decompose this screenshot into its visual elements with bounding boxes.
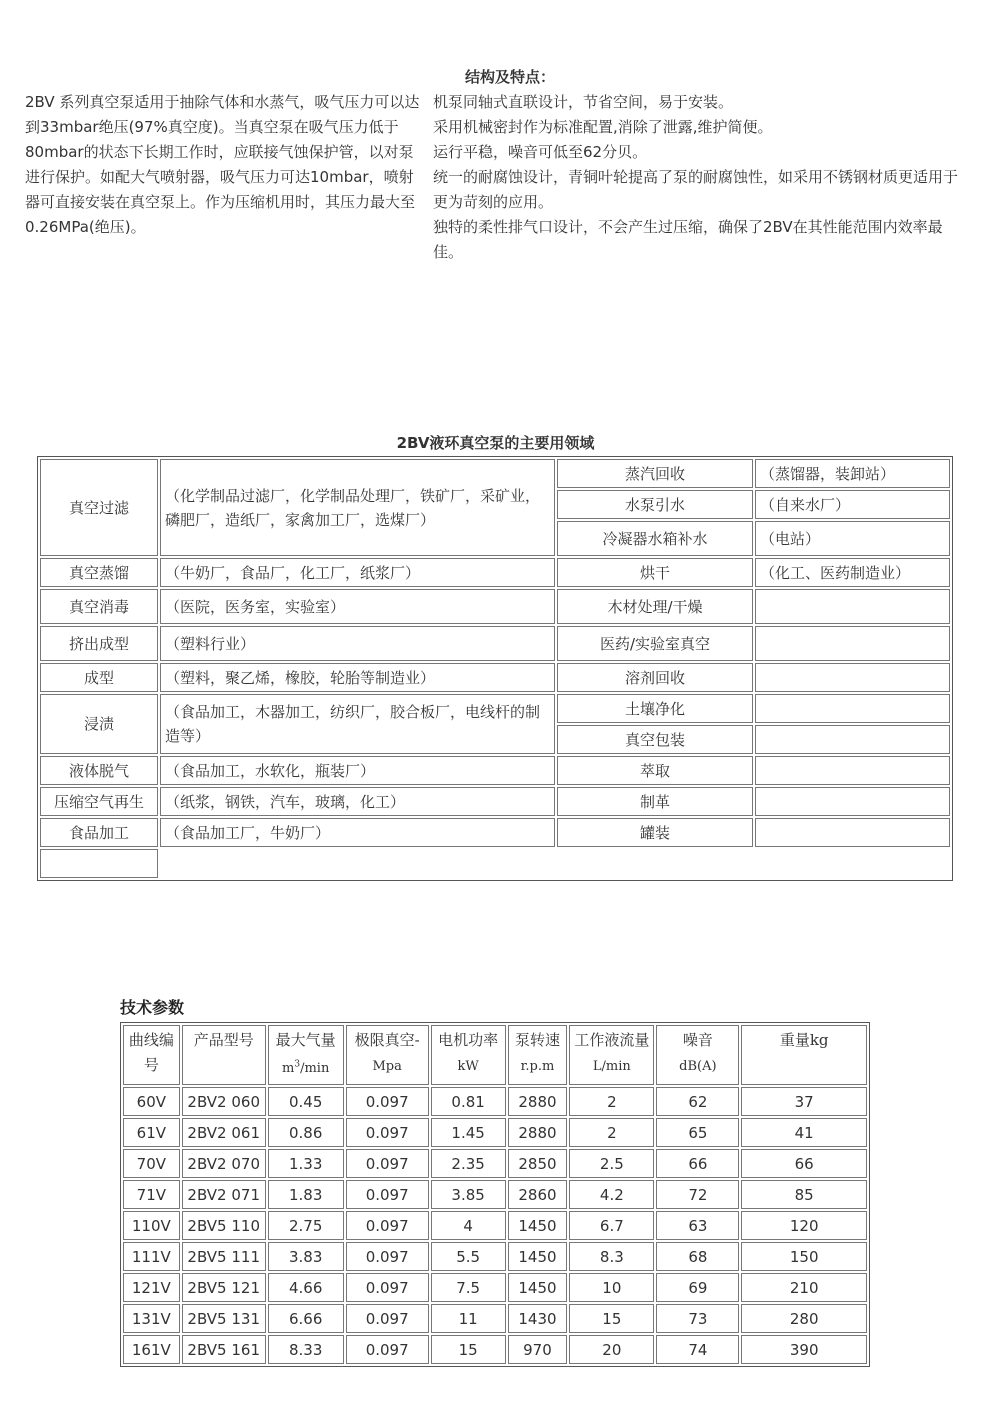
features-section xyxy=(433,65,958,265)
app-desc xyxy=(755,756,950,785)
header-line: 最大气量 xyxy=(275,1031,336,1049)
col-header-model xyxy=(182,1025,266,1085)
app-name: 液体脱气 xyxy=(40,756,158,785)
table-cell: 1430 xyxy=(508,1304,568,1333)
app-name: 萃取 xyxy=(557,756,753,785)
table-cell: 0.86 xyxy=(268,1118,344,1147)
col-header-power xyxy=(431,1025,506,1085)
table-cell: 0.097 xyxy=(346,1304,429,1333)
table-cell: 2BV5 131 xyxy=(182,1304,266,1333)
col-header-speed xyxy=(508,1025,568,1085)
table-cell: 60V xyxy=(123,1087,180,1116)
table-cell: 0.097 xyxy=(346,1180,429,1209)
table-cell: 0.097 xyxy=(346,1335,429,1364)
table-row xyxy=(123,1335,867,1364)
app-desc: （塑料行业） xyxy=(160,626,555,661)
table-header-row xyxy=(123,1025,867,1085)
applications-title: 2BV液环真空泵的主要用领域 xyxy=(396,434,595,452)
table-cell: 2BV5 110 xyxy=(182,1211,266,1240)
table-cell: 41 xyxy=(741,1118,867,1147)
col-header-weight xyxy=(741,1025,867,1085)
table-cell: 8.3 xyxy=(569,1242,654,1271)
app-name: 挤出成型 xyxy=(40,626,158,661)
app-name: 烘干 xyxy=(557,558,753,587)
app-name: 真空包装 xyxy=(557,725,753,754)
app-name: 成型 xyxy=(40,663,158,692)
table-cell: 61V xyxy=(123,1118,180,1147)
table-cell: 2BV2 061 xyxy=(182,1118,266,1147)
table-cell: 390 xyxy=(741,1335,867,1364)
table-cell: 85 xyxy=(741,1180,867,1209)
intro-paragraph: 2BV 系列真空泵适用于抽除气体和水蒸气，吸气压力可以达到33mbar绝压(97%真空度)。当真空泵在吸气压力低于80mbar的状态下长期工作时，应联接气蚀保护管，以对泵进行保护。如配大气喷射器，吸气压力可达10mbar，喷射器可直接安装在真空泵上。作为压缩机用时，其压力最大至0.26MPa(绝压)。 xyxy=(25,93,420,236)
feature-item: 机泵同轴式直联设计，节省空间，易于安装。 xyxy=(433,93,734,111)
table-cell: 66 xyxy=(741,1149,867,1178)
app-name: 罐装 xyxy=(557,818,753,847)
app-name: 真空消毒 xyxy=(40,589,158,624)
table-row xyxy=(123,1304,867,1333)
table-row xyxy=(40,459,950,488)
table-row xyxy=(123,1180,867,1209)
table-row xyxy=(123,1149,867,1178)
table-cell: 150 xyxy=(741,1242,867,1271)
table-cell: 2BV2 060 xyxy=(182,1087,266,1116)
header-line: 噪音 xyxy=(682,1031,713,1049)
table-cell: 15 xyxy=(569,1304,654,1333)
table-row xyxy=(40,694,950,723)
app-name: 水泵引水 xyxy=(557,490,753,519)
table-row xyxy=(123,1118,867,1147)
app-desc: （化工、医药制造业） xyxy=(755,558,950,587)
table-cell: 0.097 xyxy=(346,1242,429,1271)
app-name: 浸渍 xyxy=(40,694,158,754)
app-desc: （自来水厂） xyxy=(755,490,950,519)
table-cell: 2 xyxy=(569,1118,654,1147)
app-desc: （蒸馏器，装卸站） xyxy=(755,459,950,488)
table-cell: 1.33 xyxy=(268,1149,344,1178)
header-line: 号 xyxy=(143,1056,159,1074)
table-cell: 2860 xyxy=(508,1180,568,1209)
header-line: 极限真空- xyxy=(354,1031,420,1049)
table-cell: 4.66 xyxy=(268,1273,344,1302)
table-cell: 970 xyxy=(508,1335,568,1364)
feature-item: 运行平稳，噪音可低至62分贝。 xyxy=(433,143,648,161)
table-row xyxy=(40,818,950,847)
header-line: 工作液流量 xyxy=(574,1031,650,1049)
header-line: 重量kg xyxy=(779,1031,829,1049)
table-cell: 4 xyxy=(431,1211,506,1240)
app-name: 真空蒸馏 xyxy=(40,558,158,587)
header-unit: Mpa xyxy=(372,1059,402,1074)
table-cell: 5.5 xyxy=(431,1242,506,1271)
header-unit: /min xyxy=(300,1061,330,1077)
table-row xyxy=(123,1273,867,1302)
table-cell: 2BV5 161 xyxy=(182,1335,266,1364)
table-row xyxy=(40,849,950,878)
table-cell: 2BV5 121 xyxy=(182,1273,266,1302)
table-cell: 69 xyxy=(656,1273,739,1302)
table-cell: 6.7 xyxy=(569,1211,654,1240)
col-header-liquid-flow xyxy=(569,1025,654,1085)
app-desc: （化学制品过滤厂，化学制品处理厂，铁矿厂，采矿业，磷肥厂，造纸厂，家禽加工厂，选煤厂） xyxy=(160,459,555,556)
app-desc xyxy=(755,725,950,754)
table-cell: 70V xyxy=(123,1149,180,1178)
table-cell: 71V xyxy=(123,1180,180,1209)
table-cell: 3.83 xyxy=(268,1242,344,1271)
table-row xyxy=(123,1211,867,1240)
intro-description xyxy=(25,90,427,240)
header-unit: L/min xyxy=(592,1059,631,1074)
app-desc: （食品加工，木器加工，纺织厂，胶合板厂，电线杆的制造等） xyxy=(160,694,555,754)
table-cell: 10 xyxy=(569,1273,654,1302)
table-cell: 2880 xyxy=(508,1087,568,1116)
table-cell: 6.66 xyxy=(268,1304,344,1333)
specs-table xyxy=(120,1022,870,1367)
app-desc: （牛奶厂，食品厂，化工厂，纸浆厂） xyxy=(160,558,555,587)
app-name: 溶剂回收 xyxy=(557,663,753,692)
table-cell: 2.75 xyxy=(268,1211,344,1240)
app-name: 医药/实验室真空 xyxy=(557,626,753,661)
col-header-noise xyxy=(656,1025,739,1085)
header-unit: kW xyxy=(457,1059,479,1074)
table-cell: 0.097 xyxy=(346,1149,429,1178)
app-desc: （食品加工厂，牛奶厂） xyxy=(160,818,555,847)
app-desc xyxy=(755,694,950,723)
table-cell: 0.097 xyxy=(346,1118,429,1147)
table-cell: 2850 xyxy=(508,1149,568,1178)
table-cell: 11 xyxy=(431,1304,506,1333)
table-cell: 8.33 xyxy=(268,1335,344,1364)
header-unit: dB(A) xyxy=(679,1059,717,1074)
table-row xyxy=(40,626,950,661)
table-cell: 66 xyxy=(656,1149,739,1178)
app-name: 冷凝器水箱补水 xyxy=(557,521,753,556)
header-unit-sup: 3 xyxy=(294,1060,301,1070)
table-cell: 280 xyxy=(741,1304,867,1333)
app-desc xyxy=(755,818,950,847)
table-cell: 62 xyxy=(656,1087,739,1116)
table-cell: 2.5 xyxy=(569,1149,654,1178)
specs-body xyxy=(123,1087,867,1364)
app-desc: （医院，医务室，实验室） xyxy=(160,589,555,624)
table-cell: 2.35 xyxy=(431,1149,506,1178)
app-desc: （塑料，聚乙烯，橡胶，轮胎等制造业） xyxy=(160,663,555,692)
table-row xyxy=(123,1242,867,1271)
table-cell: 7.5 xyxy=(431,1273,506,1302)
app-desc xyxy=(755,787,950,816)
table-cell: 2880 xyxy=(508,1118,568,1147)
col-header-curve xyxy=(123,1025,180,1085)
applications-table xyxy=(37,456,953,881)
table-cell: 74 xyxy=(656,1335,739,1364)
app-name: 土壤净化 xyxy=(557,694,753,723)
app-desc xyxy=(755,589,950,624)
table-cell: 20 xyxy=(569,1335,654,1364)
table-cell: 111V xyxy=(123,1242,180,1271)
header-unit: r.p.m xyxy=(520,1059,555,1074)
table-cell: 68 xyxy=(656,1242,739,1271)
app-desc: （电站） xyxy=(755,521,950,556)
table-cell: 120 xyxy=(741,1211,867,1240)
table-cell: 0.097 xyxy=(346,1273,429,1302)
table-cell: 121V xyxy=(123,1273,180,1302)
empty-space xyxy=(160,849,950,878)
header-unit: m xyxy=(282,1061,295,1077)
table-cell: 72 xyxy=(656,1180,739,1209)
table-cell: 4.2 xyxy=(569,1180,654,1209)
header-line: 产品型号 xyxy=(193,1031,254,1049)
table-cell: 131V xyxy=(123,1304,180,1333)
table-row xyxy=(40,663,950,692)
table-row xyxy=(40,589,950,624)
table-row xyxy=(40,756,950,785)
table-cell: 37 xyxy=(741,1087,867,1116)
table-cell: 63 xyxy=(656,1211,739,1240)
table-cell: 1.45 xyxy=(431,1118,506,1147)
app-desc xyxy=(755,626,950,661)
table-cell: 2BV2 071 xyxy=(182,1180,266,1209)
feature-item: 独特的柔性排气口设计，不会产生过压缩，确保了2BV在其性能范围内效率最佳。 xyxy=(433,218,943,261)
table-row xyxy=(40,558,950,587)
table-cell: 1450 xyxy=(508,1242,568,1271)
app-name: 食品加工 xyxy=(40,818,158,847)
header-line: 曲线编 xyxy=(128,1031,174,1049)
table-row xyxy=(40,787,950,816)
header-line: 泵转速 xyxy=(514,1031,560,1049)
specs-title: 技术参数 xyxy=(120,998,185,1017)
table-row xyxy=(123,1087,867,1116)
col-header-max-flow xyxy=(268,1025,344,1085)
table-cell: 1450 xyxy=(508,1273,568,1302)
empty-cell xyxy=(40,849,158,878)
table-cell: 110V xyxy=(123,1211,180,1240)
table-cell: 161V xyxy=(123,1335,180,1364)
header-line: 电机功率 xyxy=(438,1031,499,1049)
app-desc: （纸浆，钢铁，汽车，玻璃，化工） xyxy=(160,787,555,816)
app-name: 木材处理/干燥 xyxy=(557,589,753,624)
table-cell: 0.097 xyxy=(346,1087,429,1116)
table-cell: 2 xyxy=(569,1087,654,1116)
app-desc: （食品加工，水软化，瓶装厂） xyxy=(160,756,555,785)
table-cell: 0.097 xyxy=(346,1211,429,1240)
feature-item: 统一的耐腐蚀设计，青铜叶轮提高了泵的耐腐蚀性，如采用不锈钢材质更适用于更为苛刻的应用。 xyxy=(433,168,959,211)
table-cell: 2BV5 111 xyxy=(182,1242,266,1271)
table-cell: 1.83 xyxy=(268,1180,344,1209)
table-cell: 3.85 xyxy=(431,1180,506,1209)
app-desc xyxy=(755,663,950,692)
table-cell: 0.45 xyxy=(268,1087,344,1116)
table-cell: 0.81 xyxy=(431,1087,506,1116)
table-cell: 210 xyxy=(741,1273,867,1302)
table-cell: 1450 xyxy=(508,1211,568,1240)
table-cell: 73 xyxy=(656,1304,739,1333)
feature-item: 采用机械密封作为标准配置,消除了泄露,维护简便。 xyxy=(433,118,773,136)
table-cell: 2BV2 070 xyxy=(182,1149,266,1178)
features-heading: 结构及特点： xyxy=(465,68,556,86)
app-name: 压缩空气再生 xyxy=(40,787,158,816)
table-cell: 65 xyxy=(656,1118,739,1147)
app-name: 真空过滤 xyxy=(40,459,158,556)
col-header-vacuum xyxy=(346,1025,429,1085)
app-name: 蒸汽回收 xyxy=(557,459,753,488)
app-name: 制革 xyxy=(557,787,753,816)
table-cell: 15 xyxy=(431,1335,506,1364)
